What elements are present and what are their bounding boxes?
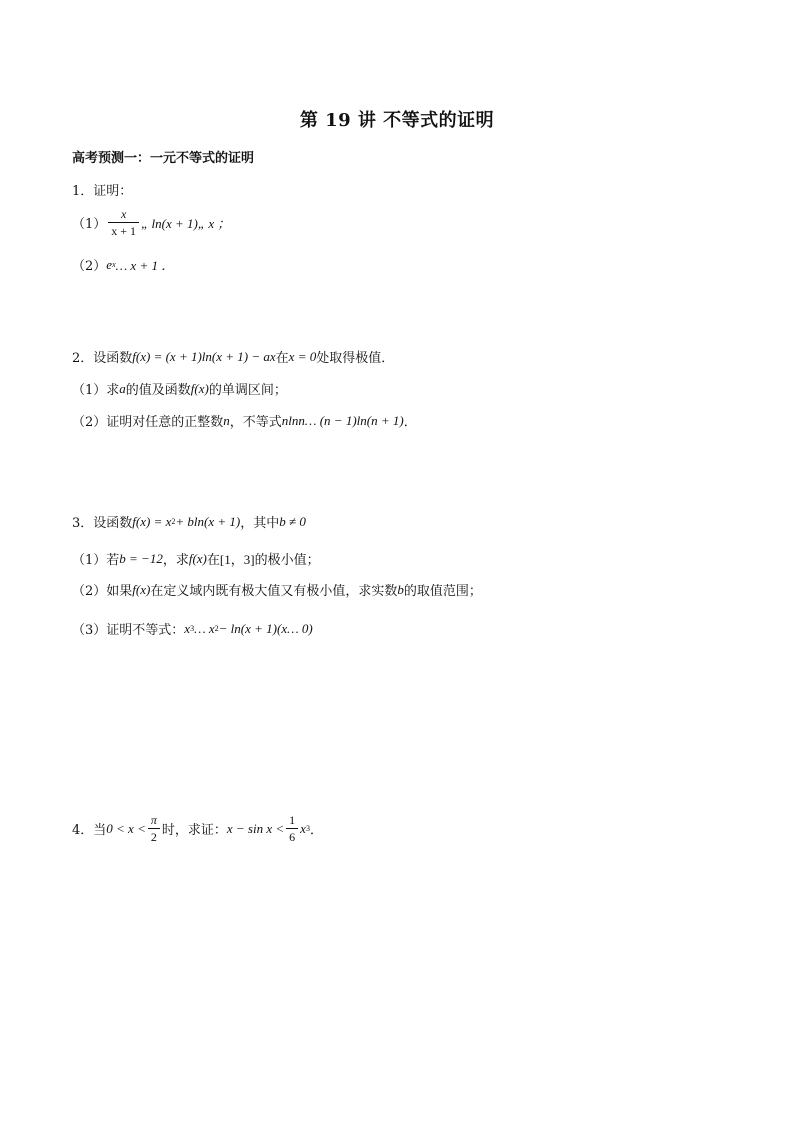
section-heading: 高考预测一：一元不等式的证明 — [72, 151, 255, 166]
question-2-stem: 2．设函数 f(x) = (x + 1)ln(x + 1) − ax 在 x = 0 处取得极值． — [72, 348, 395, 366]
fraction: $\frac{1}{6}$ — [286, 814, 298, 843]
question-3-stem: 3．设函数 f(x) = x 2 + bln(x + 1) ，其中 b ≠ 0 — [72, 513, 306, 531]
question-1-part-2: （2） e x … x + 1 ． — [72, 256, 175, 274]
question-3-part-3: （3）证明不等式： x 3 … x 2 − ln(x + 1)(x… 0) — [72, 620, 313, 638]
question-2-part-1: （1）求 a 的值及函数 f(x) 的单调区间； — [72, 380, 287, 398]
fraction: $\frac{x}{x + 1}$ — [108, 208, 139, 237]
question-4-stem: 4．当 0 < x < $\frac{\pi}{2}$ 时，求证： x − sin x < $\frac{1}{6}$ x 3 ． — [72, 813, 323, 844]
question-3-part-2: （2）如果 f(x) 在定义域内既有极大值又有极小值，求实数 b 的取值范围； — [72, 581, 482, 599]
question-1-part-1: （1） $\frac{x}{x + 1}$ „ ln(x + 1)„ x ； — [72, 207, 231, 238]
question-1-stem: 1．证明： — [72, 184, 133, 199]
fraction: $\frac{\pi}{2}$ — [148, 814, 160, 843]
question-3-part-1: （1）若 b = −12 ，求 f(x) 在 [1，3] 的极小值； — [72, 550, 320, 568]
page-title: 第 19 讲 不等式的证明 — [299, 110, 495, 131]
question-2-part-2: （2）证明对任意的正整数 n ，不等式 nlnn… (n − 1)ln(n + 1) ． — [72, 412, 417, 430]
